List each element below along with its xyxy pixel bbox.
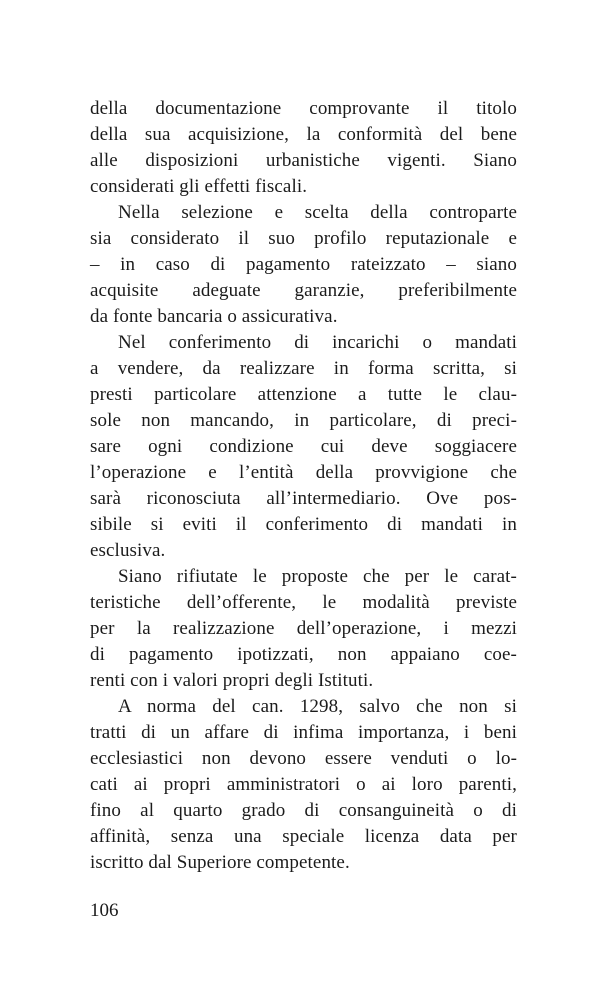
text-line: fino al quarto grado di consanguineità o di	[90, 800, 517, 821]
text-line: ecclesiastici non devono essere venduti o lo-	[90, 748, 517, 769]
text-line: esclusiva.	[90, 540, 166, 561]
text-line: sibile si eviti il conferimento di mandati in	[90, 514, 517, 535]
text-line: da fonte bancaria o assicurativa.	[90, 306, 338, 327]
text-line: sia considerato il suo profilo reputazionale e	[90, 228, 517, 249]
text-line: Nel conferimento di incarichi o mandati	[118, 332, 517, 353]
paragraph	[90, 564, 517, 694]
text-line: per la realizzazione dell’operazione, i mezzi	[90, 618, 517, 639]
text-line: considerati gli effetti fiscali.	[90, 176, 308, 197]
text-line: sare ogni condizione cui deve soggiacere	[90, 436, 517, 457]
paragraph	[90, 96, 517, 200]
text-line: Siano rifiutate le proposte che per le carat-	[118, 566, 517, 587]
paragraph	[90, 200, 517, 330]
text-line: teristiche dell’offerente, le modalità previste	[90, 592, 517, 613]
paragraph	[90, 694, 517, 876]
text-line: tratti di un affare di infima importanza, i beni	[90, 722, 517, 743]
page-number: 106	[90, 900, 119, 921]
text-line: acquisite adeguate garanzie, preferibilmente	[90, 280, 517, 301]
text-line: affinità, senza una speciale licenza data per	[90, 826, 517, 847]
text-line: a vendere, da realizzare in forma scritta, si	[90, 358, 517, 379]
text-line: cati ai propri amministratori o ai loro parenti,	[90, 774, 517, 795]
text-line: – in caso di pagamento rateizzato – siano	[90, 254, 517, 275]
text-line: alle disposizioni urbanistiche vigenti. Siano	[90, 150, 517, 171]
paragraph	[90, 330, 517, 564]
text-line: di pagamento ipotizzati, non appaiano coe-	[90, 644, 517, 665]
text-line: presti particolare attenzione a tutte le clau-	[90, 384, 517, 405]
text-line: Nella selezione e scelta della controparte	[118, 202, 517, 223]
text-line: iscritto dal Superiore competente.	[90, 852, 350, 873]
text-block	[90, 96, 517, 876]
text-line: l’operazione e l’entità della provvigione che	[90, 462, 517, 483]
text-line: A norma del can. 1298, salvo che non si	[118, 696, 517, 717]
text-line: della sua acquisizione, la conformità del bene	[90, 124, 517, 145]
text-line: renti con i valori propri degli Istituti.	[90, 670, 374, 691]
text-line: sarà riconosciuta all’intermediario. Ove pos-	[90, 488, 517, 509]
text-line: della documentazione comprovante il titolo	[90, 98, 517, 119]
text-line: sole non mancando, in particolare, di preci-	[90, 410, 517, 431]
